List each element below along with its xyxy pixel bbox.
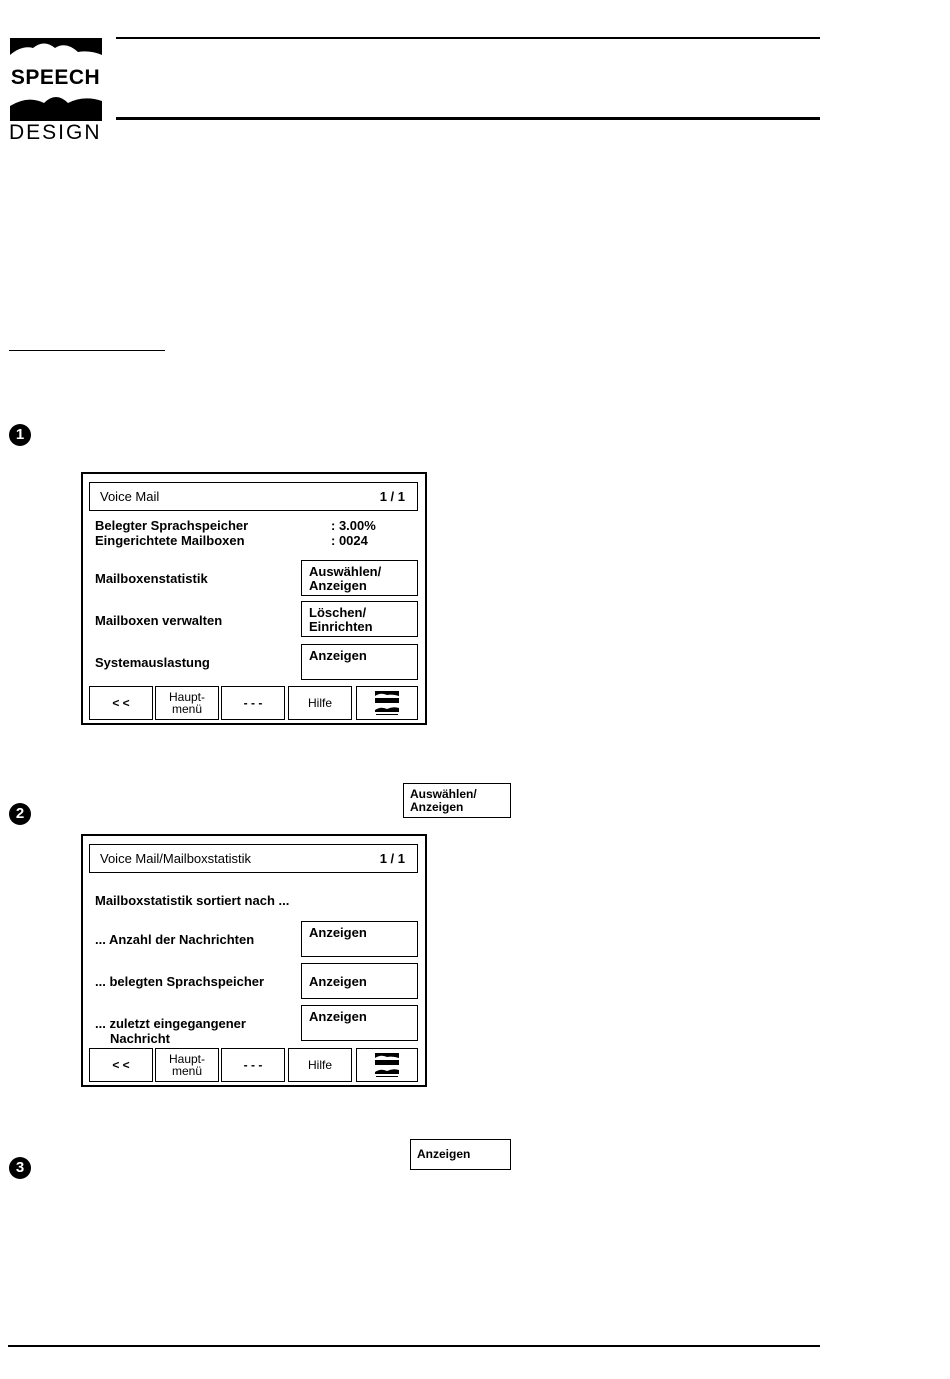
mailboxes-value: : 0024 [331, 533, 368, 548]
button-line-1: Auswählen/ [309, 564, 382, 579]
footer-rule [8, 1345, 820, 1347]
main-menu-button[interactable] [155, 686, 219, 720]
screen-title-bar [89, 482, 418, 511]
count-messages-label: ... Anzahl der Nachrichten [95, 932, 255, 947]
used-storage-value: : 3.00% [331, 518, 376, 533]
page-indicator: 1 / 1 [379, 489, 405, 504]
main-menu-line-1: Haupt- [168, 690, 206, 704]
header-rule-bottom [116, 117, 820, 120]
screen-title-bar [89, 844, 418, 873]
last-received-line-1: ... zuletzt eingegangener [95, 1016, 246, 1031]
mini-logo-icon [357, 687, 417, 719]
logo-design-text: DESIGN [9, 121, 102, 144]
used-storage-sort-label: ... belegten Sprachspeicher [95, 974, 265, 989]
logo-softkey[interactable] [356, 1048, 418, 1082]
mailboxes-label: Eingerichtete Mailboxen [95, 533, 245, 548]
ref-show-button[interactable]: Anzeigen [410, 1139, 511, 1170]
section-underline [9, 350, 165, 351]
button-line-2: Einrichten [309, 619, 373, 634]
mini-logo-icon [357, 1049, 417, 1081]
delete-create-button[interactable] [301, 601, 418, 637]
screen-title: Voice Mail/Mailboxstatistik [100, 851, 251, 866]
step-marker-2: 2 [9, 803, 31, 825]
ref-button-line-1: Auswählen/ [410, 787, 477, 801]
empty-softkey[interactable]: - - - [221, 686, 285, 720]
mailbox-statistics-label: Mailboxenstatistik [95, 571, 208, 586]
mailbox-statistics-screen [81, 834, 427, 1087]
header-rule-top [116, 37, 820, 39]
show-system-load-button[interactable] [301, 644, 418, 680]
show-by-count-button[interactable]: Anzeigen [301, 921, 418, 957]
main-menu-line-1: Haupt- [168, 1052, 206, 1066]
ref-select-show-button[interactable] [403, 783, 511, 818]
last-received-line-2: Nachricht [110, 1031, 170, 1046]
main-menu-line-2: menü [171, 1064, 203, 1078]
ref-button-line-2: Anzeigen [410, 800, 464, 814]
show-by-storage-button[interactable]: Anzeigen [301, 963, 418, 999]
help-button[interactable]: Hilfe [288, 686, 352, 720]
main-menu-button[interactable] [155, 1048, 219, 1082]
used-storage-label: Belegter Sprachspeicher [95, 518, 249, 533]
last-received-label [95, 1016, 246, 1046]
back-button[interactable]: < < [89, 686, 153, 720]
screen-title: Voice Mail [100, 489, 160, 504]
empty-softkey[interactable]: - - - [221, 1048, 285, 1082]
system-load-label: Systemauslastung [95, 655, 210, 670]
sorted-by-heading: Mailboxstatistik sortiert nach ... [95, 893, 290, 908]
speech-design-logo [8, 37, 108, 145]
logo-speech-text: SPEECH [10, 66, 101, 89]
show-by-last-received-button[interactable]: Anzeigen [301, 1005, 418, 1041]
page-indicator: 1 / 1 [379, 851, 405, 866]
manage-mailboxes-label: Mailboxen verwalten [95, 613, 223, 628]
button-line-2: Anzeigen [309, 578, 367, 593]
button-line-1: Anzeigen [309, 648, 367, 663]
main-menu-line-2: menü [171, 702, 203, 716]
voice-mail-screen [81, 472, 427, 725]
logo-softkey[interactable] [356, 686, 418, 720]
select-show-button[interactable] [301, 560, 418, 596]
back-button[interactable]: < < [89, 1048, 153, 1082]
step-marker-1: 1 [9, 424, 31, 446]
button-line-1: Löschen/ [309, 605, 367, 620]
help-button[interactable]: Hilfe [288, 1048, 352, 1082]
step-marker-3: 3 [9, 1157, 31, 1179]
